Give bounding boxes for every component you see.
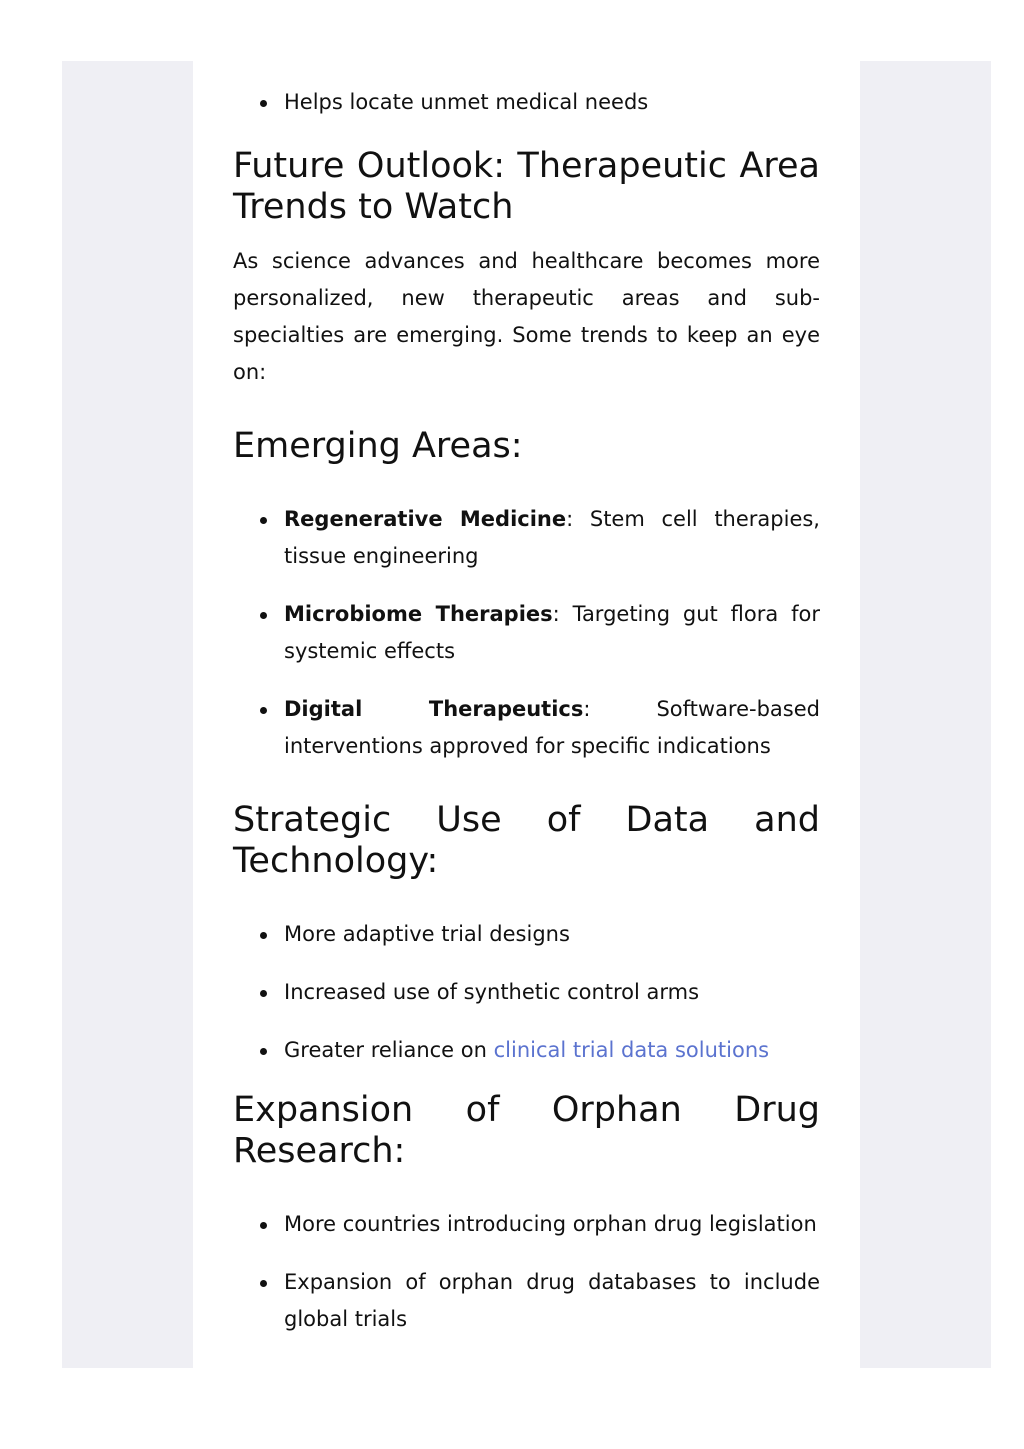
term-description: : Stem cell therapies, tissue engineering <box>284 507 820 568</box>
term-description: : Targeting gut flora for systemic effects <box>284 602 820 663</box>
left-side-panel <box>62 61 193 1368</box>
list-item <box>233 596 820 670</box>
list-item <box>233 1032 820 1069</box>
subheading-orphan-drug: Expansion of Orphan Drug Research: <box>233 1090 820 1171</box>
list-item <box>233 501 820 575</box>
emerging-areas-list <box>233 501 820 765</box>
term-microbiome-therapies: Microbiome Therapies <box>284 602 553 626</box>
list-item: Helps locate unmet medical needs <box>233 84 820 121</box>
list-item: Increased use of synthetic control arms <box>233 974 820 1011</box>
orphan-drug-list <box>233 1206 820 1338</box>
term-digital-therapeutics: Digital Therapeutics <box>284 697 584 721</box>
list-item: More adaptive trial designs <box>233 916 820 953</box>
right-side-panel <box>860 61 991 1368</box>
strategic-data-list <box>233 916 820 1069</box>
section-heading-future-outlook: Future Outlook: Therapeutic Area Trends to Watch <box>233 146 820 227</box>
list-item: Expansion of orphan drug databases to include global trials <box>233 1264 820 1338</box>
list-item <box>233 691 820 765</box>
list-item: More countries introducing orphan drug legislation <box>233 1206 820 1243</box>
term-regenerative-medicine: Regenerative Medicine <box>284 507 567 531</box>
subheading-strategic-data: Strategic Use of Data and Technology: <box>233 800 820 881</box>
clinical-trial-data-solutions-link[interactable]: clinical trial data solutions <box>493 1038 770 1062</box>
subheading-emerging-areas: Emerging Areas: <box>233 426 523 466</box>
intro-paragraph: As science advances and healthcare becomes more personalized, new therapeutic areas and sub-specialties are emerging. Some trends to keep an eye on: <box>233 249 820 384</box>
article-content <box>233 84 820 1338</box>
link-item-prefix: Greater reliance on <box>284 1038 494 1062</box>
term-description: : Software-based interventions approved for specific indications <box>284 697 820 758</box>
previous-bullet-list <box>233 84 820 121</box>
